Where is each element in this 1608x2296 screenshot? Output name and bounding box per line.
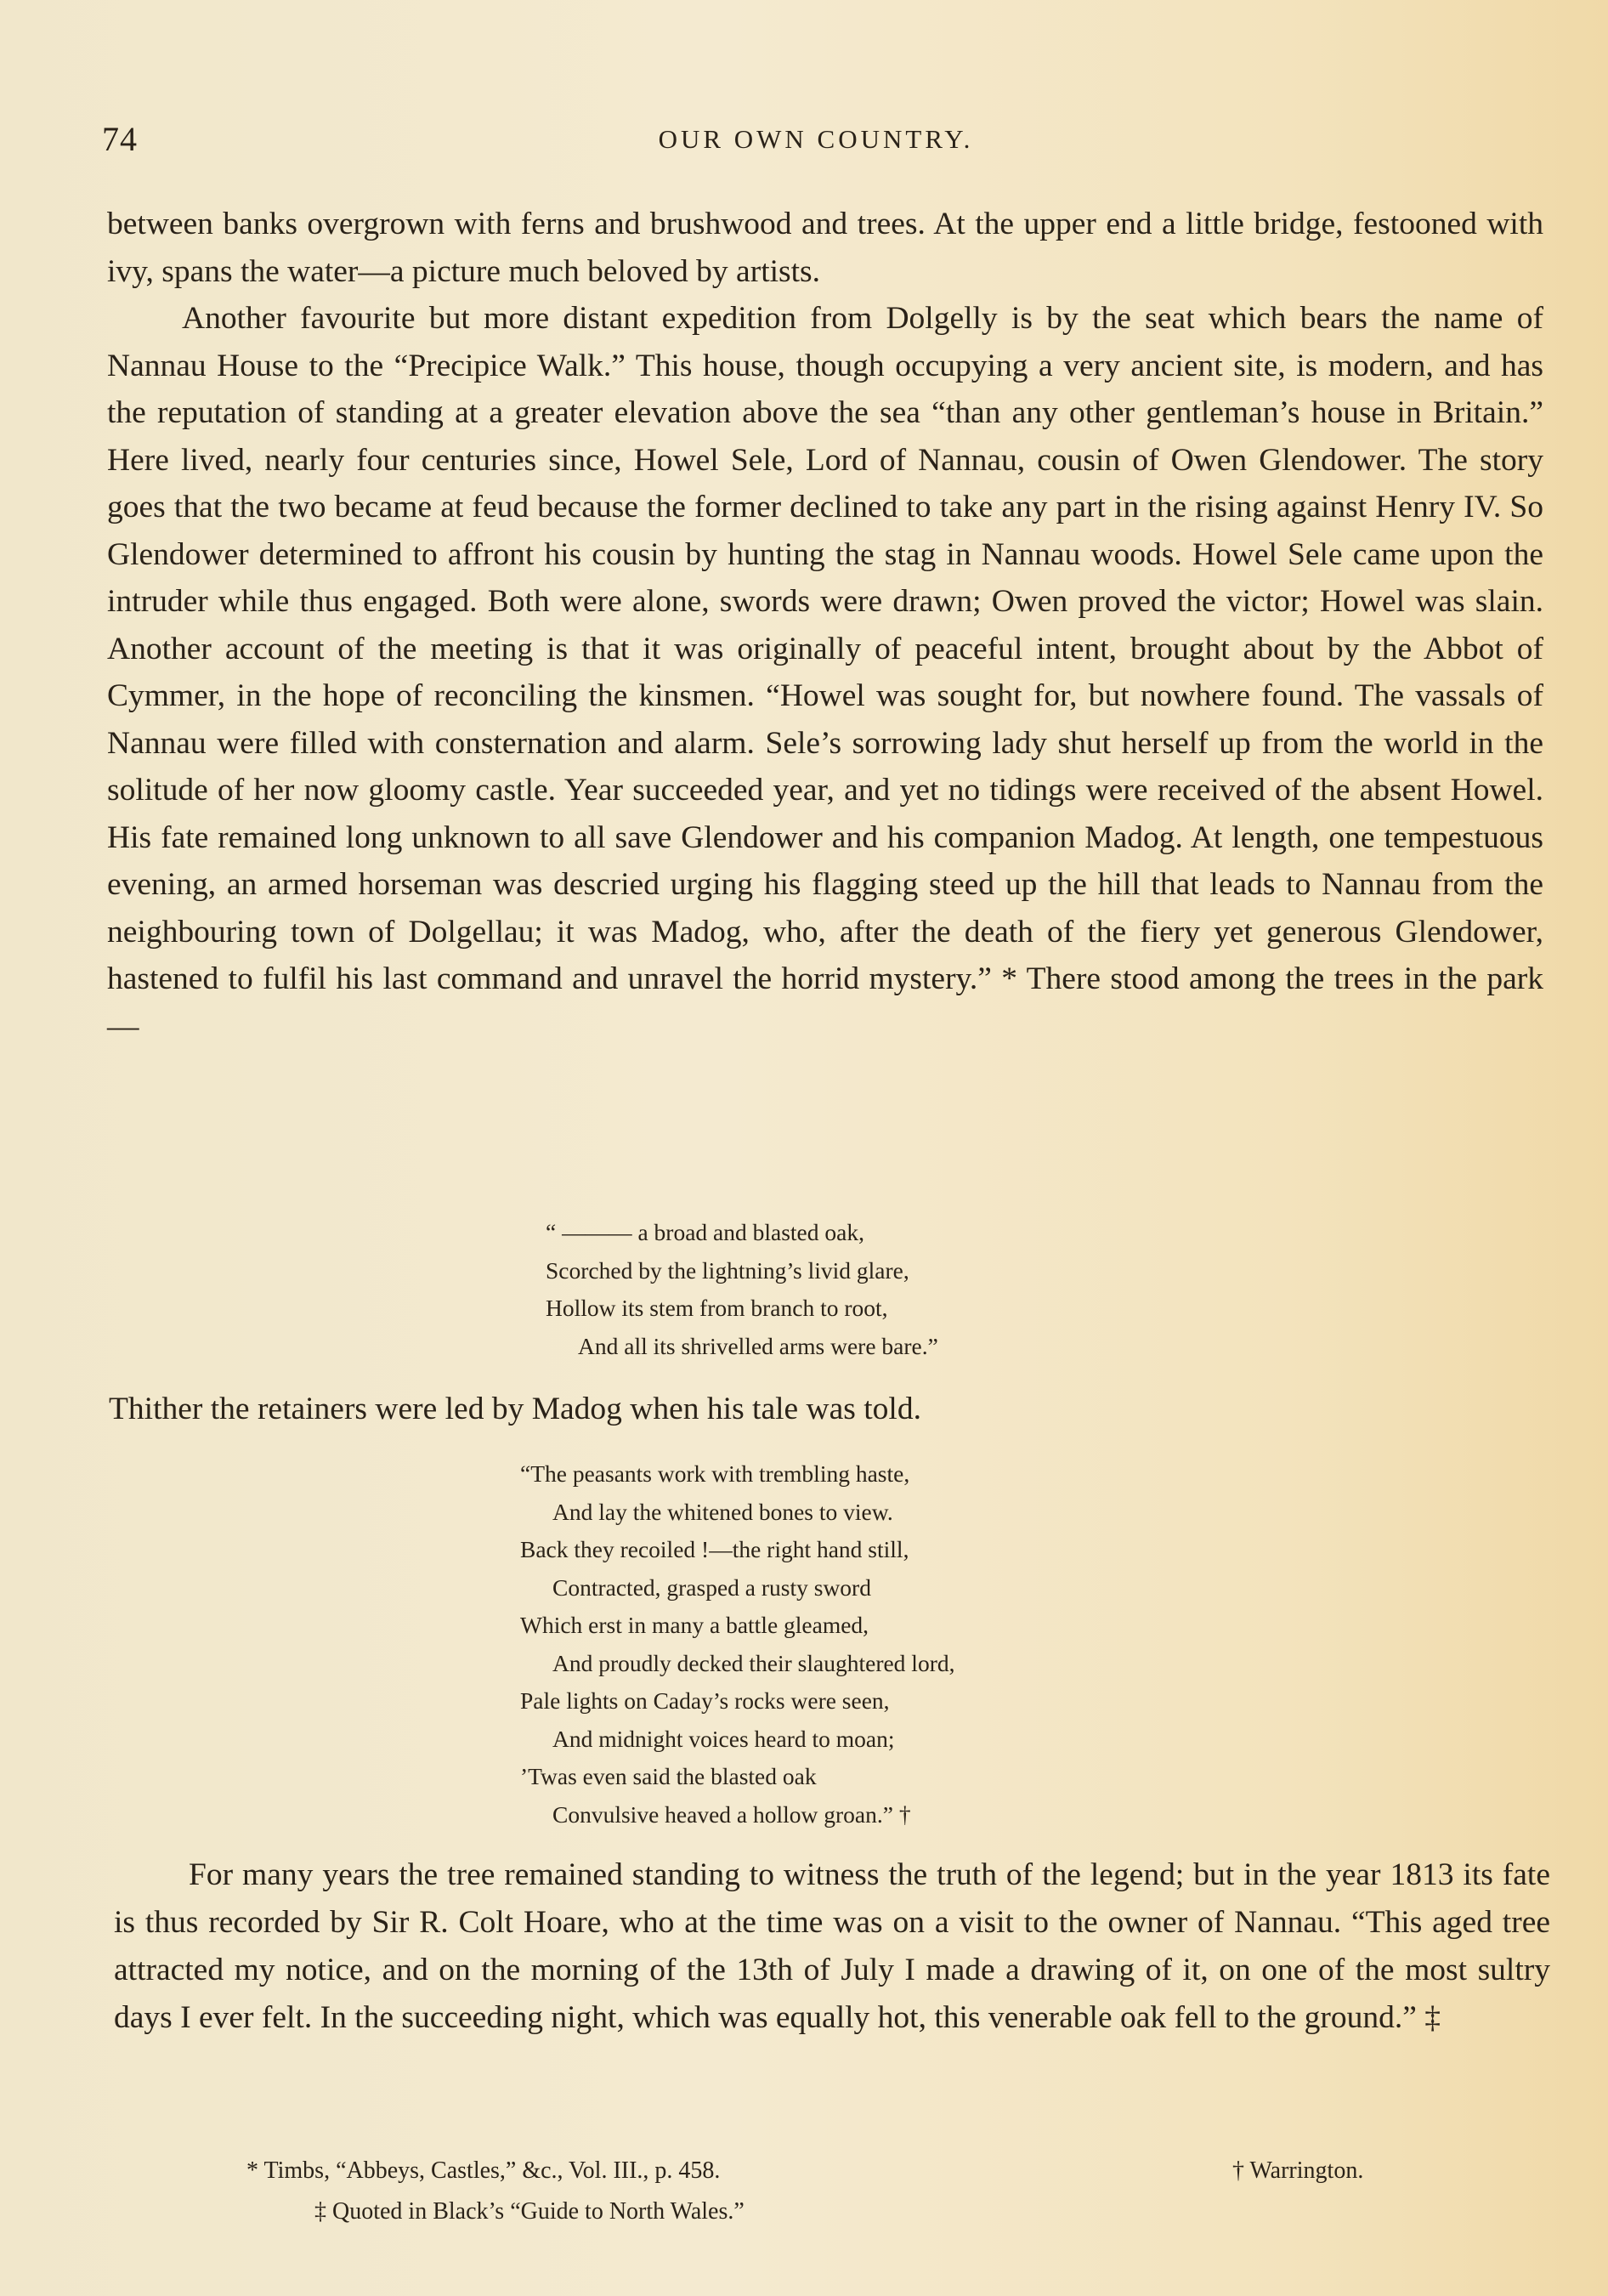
verse-line: Which erst in many a battle gleamed, (520, 1612, 869, 1638)
running-head (102, 119, 1530, 170)
verse-line: And all its shrivelled arms were bare.” (578, 1332, 938, 1359)
paragraph-continued: between banks overgrown with ferns and brushwood and trees. At the upper end a little bridge, festooned with ivy, spans the water—a picture much beloved by artists. (107, 207, 1543, 289)
page-number: 74 (102, 120, 138, 158)
footnote-black: ‡ Quoted in Black’s “Guide to North Wales.” (314, 2198, 745, 2225)
verse-line: Scorched by the lightning’s livid glare, (546, 1256, 909, 1284)
verse-line: Back they recoiled !—the right hand still, (520, 1536, 909, 1562)
verse-line: Pale lights on Caday’s rocks were seen, (520, 1687, 890, 1714)
footnote-timbs: * Timbs, “Abbeys, Castles,” &c., Vol. III., p. 458. (246, 2157, 721, 2184)
verse-line: “ ——— a broad and blasted oak, (546, 1219, 864, 1245)
footnote-warrington: † Warrington. (1232, 2157, 1364, 2184)
verse-peasants (520, 1455, 954, 1834)
verse-line: ’Twas even said the blasted oak (520, 1763, 817, 1789)
main-text (107, 201, 1543, 1050)
verse-line: Contracted, grasped a rusty sword (552, 1573, 871, 1601)
verse-line: And proudly decked their slaughtered lord, (552, 1649, 955, 1676)
paragraph-retainers: Thither the retainers were led by Madog when his tale was told. (109, 1392, 921, 1426)
verse-line: And midnight voices heard to moan; (552, 1725, 895, 1752)
paragraph-nannau: Another favourite but more distant expedition from Dolgelly is by the seat which bears the name of Nannau House to the “Precipice Walk.” This house, though occupying a very ancient site, is modern, and has the reputation of standing at a greater elevation above the sea “than any other gentleman’s house in Britain.” Here lived, nearly four centuries since, Howel Sele, Lord of Nannau, cousin of Owen Glendower. The story goes that the two became at feud because the former declined to take any part in the rising against Henry IV. So Glendower determined to affront his cousin by hunting the stag in Nannau woods. Howel Sele came upon the intruder while thus engaged. Both were alone, swords were drawn; Owen proved the victor; Howel was slain. Another account of the meeting is that it was originally of peaceful intent, brought about by the Abbot of Cymmer, in the hope of reconciling the kinsmen. “Howel was sought for, but nowhere found. The vassals of Nannau were filled with consternation and alarm. Sele’s sorrowing lady shut herself up from the world in the solitude of her now gloomy castle. Year succeeded year, and yet no tidings were received of the absent Howel. His fate remained long unknown to all save Glendower and his companion Madog. At length, one tempestuous evening, an armed horseman was descried urging his flagging steed up the hill that leads to Nannau from the neighbouring town of Dolgellau; it was Madog, who, after the death of the fiery yet generous Glendower, hastened to fulfil his last command and unravel the horrid mystery.” * There stood among the trees in the park— (107, 301, 1543, 1044)
paragraph-oak-fate: For many years the tree remained standing to witness the truth of the legend; but in the year 1813 its fate is thus recorded by Sir R. Colt Hoare, who at the time was on a visit to the owner of Nannau. “This aged tree attracted my notice, and on the morning of the 13th of July I made a drawing of it, on one of the most sultry days I ever felt. In the succeeding night, which was equally hot, this venerable oak fell to the ground.” ‡ (114, 1857, 1550, 2035)
verse-line: And lay the whitened bones to view. (552, 1498, 893, 1525)
verse-blasted-oak (546, 1214, 938, 1365)
footnotes (246, 2151, 1436, 2225)
verse-line: Convulsive heaved a hollow groan.” † (552, 1800, 911, 1828)
verse-line: Hollow its stem from branch to root, (546, 1295, 888, 1321)
running-title: OUR OWN COUNTRY. (658, 124, 974, 154)
verse-line: “The peasants work with trembling haste, (520, 1460, 910, 1487)
